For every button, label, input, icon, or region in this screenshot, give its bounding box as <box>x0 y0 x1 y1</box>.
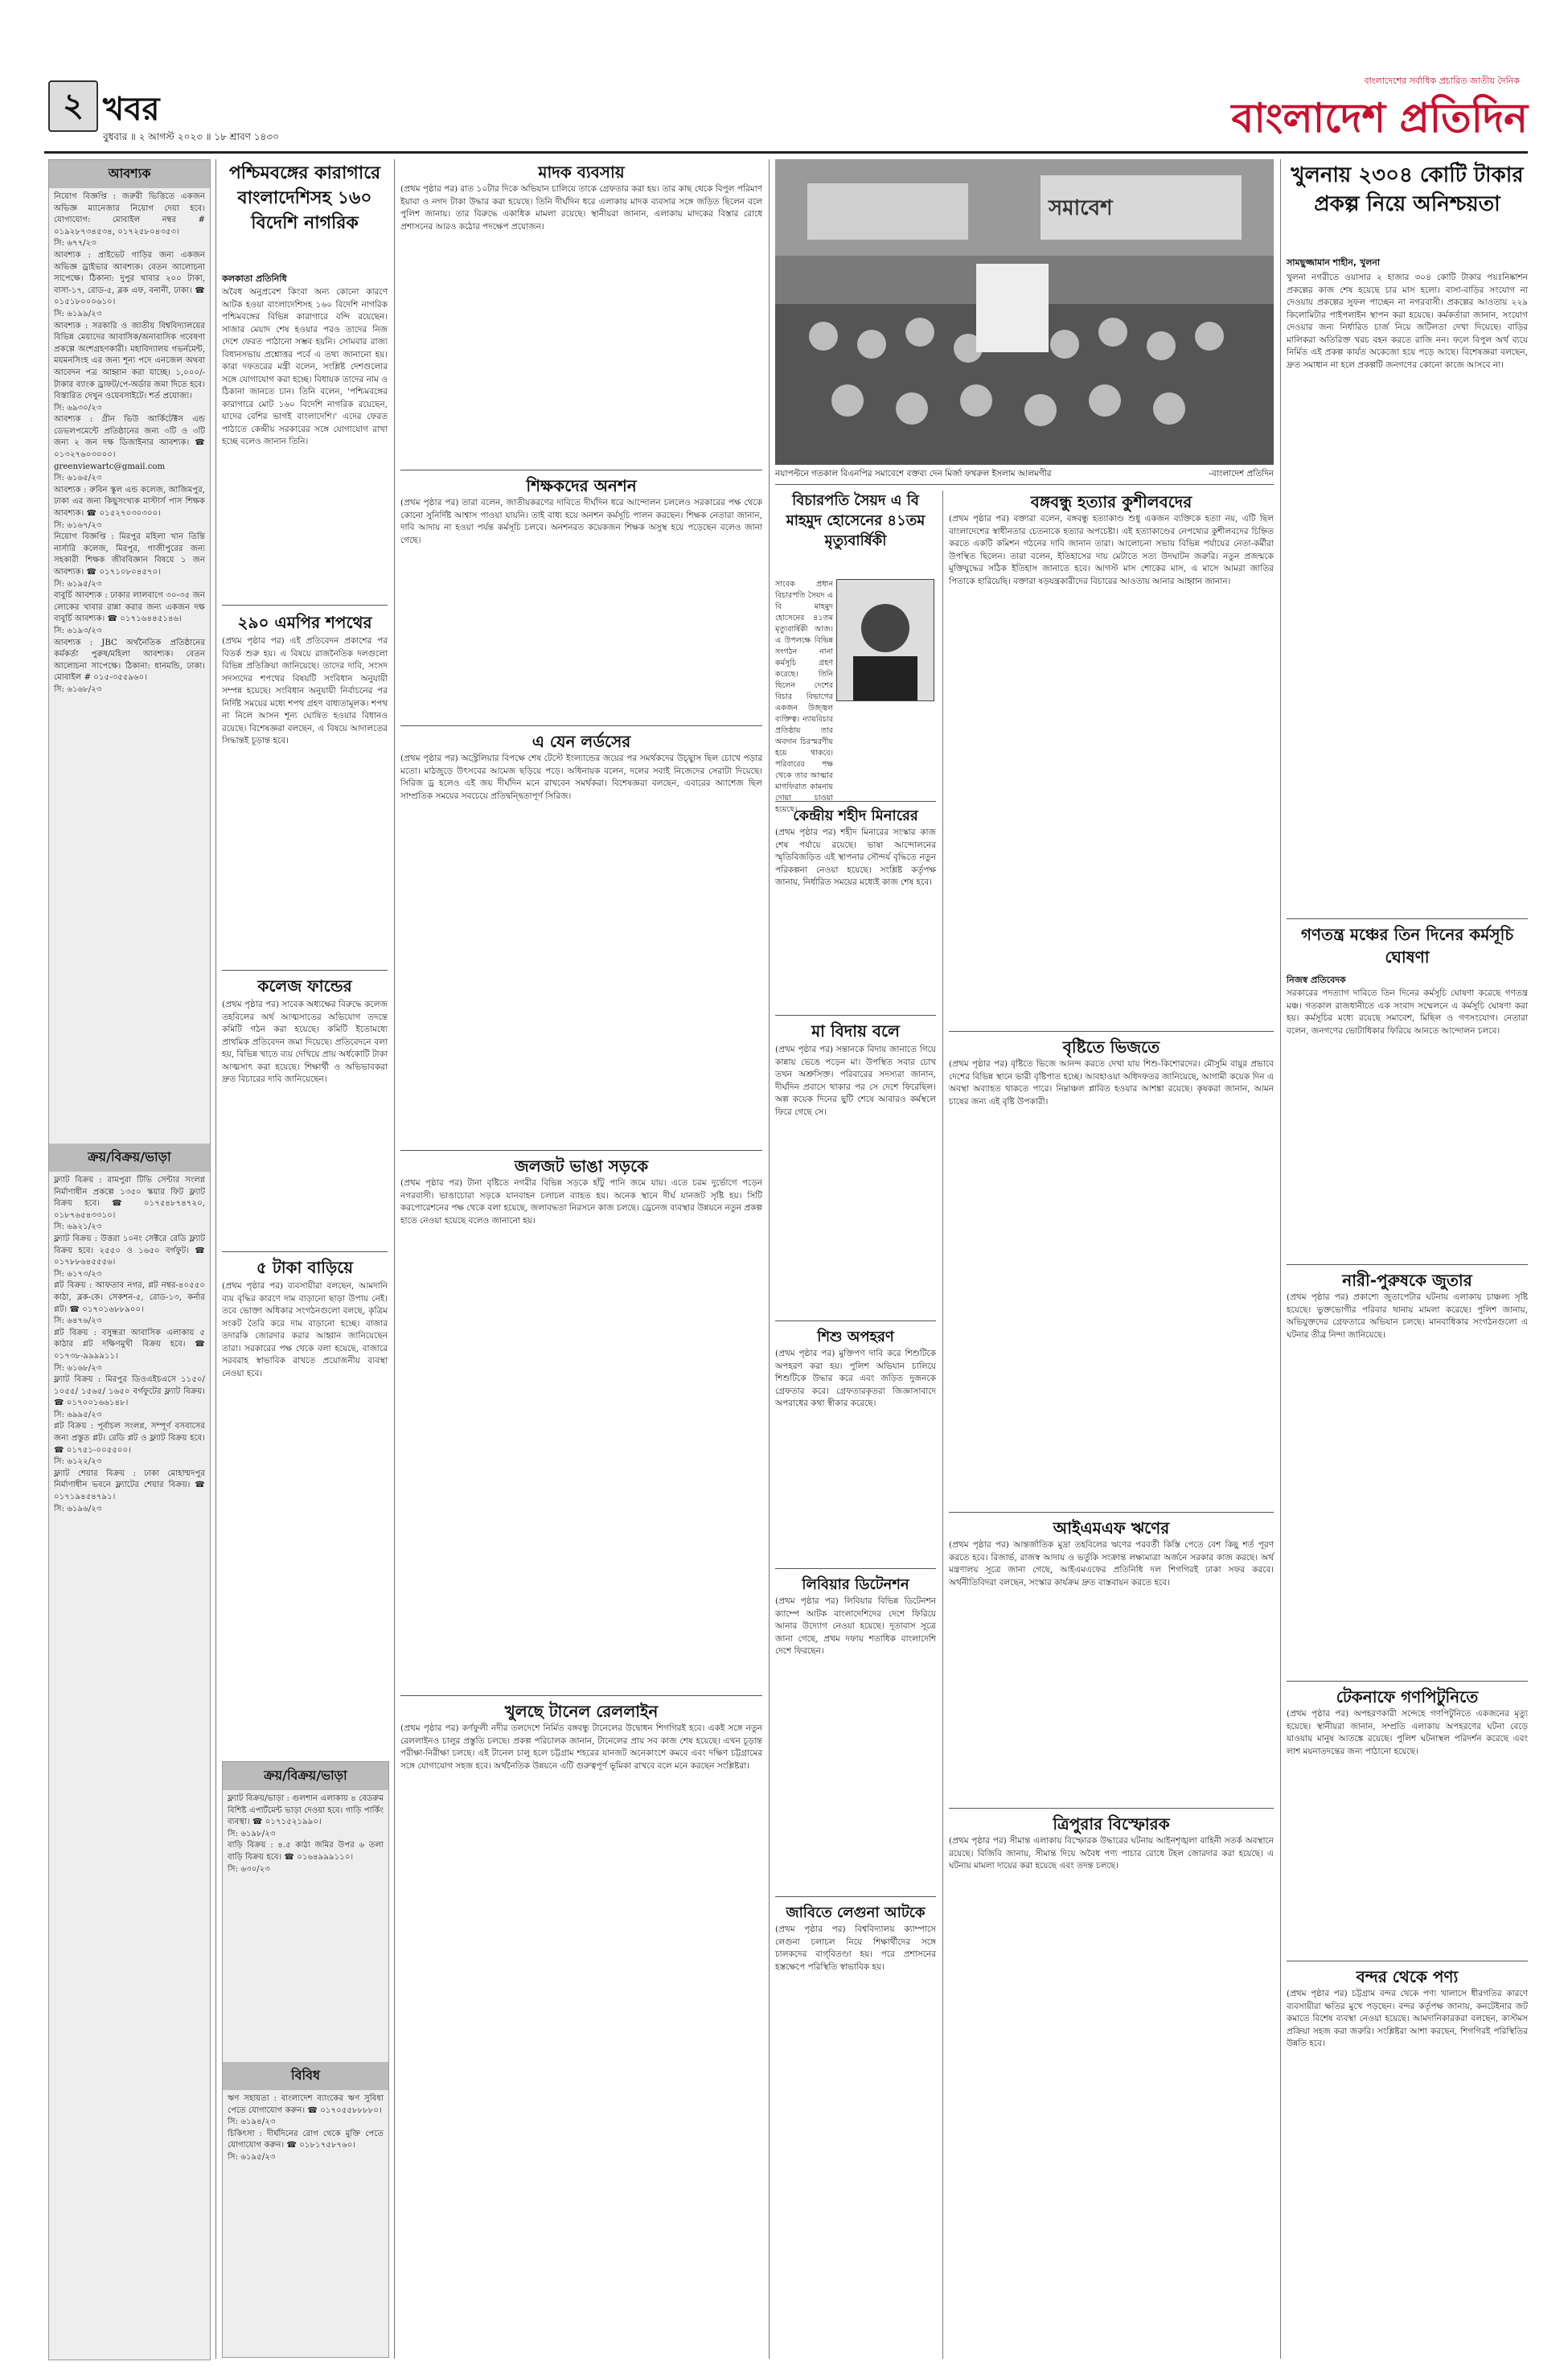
page-number: ২ <box>62 87 84 124</box>
byline-gonotontro: নিজস্ব প্রতিবেদক <box>1287 975 1346 985</box>
photo-credit: -বাংলাদেশ প্রতিদিন <box>1209 469 1274 478</box>
classifieds-column-2 <box>222 1761 389 2358</box>
byline-khulna: সামছুজ্জামান শাহীন, খুলনা <box>1287 257 1381 268</box>
headline-khulna: খুলনায় ২৩০৪ কোটি টাকার প্রকল্প নিয়ে অনিশ্চয়তা <box>1291 163 1524 216</box>
body-imf: (প্রথম পৃষ্ঠার পর) আন্তর্জাতিক মুদ্রা তহবিলের ঋণের পরবর্তী কিস্তি পেতে বেশ কিছু শর্ত পূরণ করতে হবে। রিজার্ভ, রাজস্ব আদায় ও ভর্তুকি সংক্রান্ত লক্ষ্যমাত্রা অর্জনে সরকার কাজ করছে। অর্থ মন্ত্রণালয় সূত্রে জানা গেছে, আইএমএফের প্রতিনিধি দল শিগগিরই ঢাকা সফর করবে। অর্থনীতিবিদরা বলছেন, সংস্কার কার্যক্রম দ্রুত বাস্তবায়ন করতে হবে। <box>949 1540 1277 1587</box>
body-tunnel: (প্রথম পৃষ্ঠার পর) কর্ণফুলী নদীর তলদেশে নির্মিত বঙ্গবন্ধু টানেলের উদ্বোধন শিগগিরই হবে। একই সঙ্গে নতুন রেললাইনও চালুর প্রস্তুতি চলছে। প্রকল্প পরিচালক জানান, টানেলের প্রায় সব কাজ শেষ হয়েছে। এখন চূড়ান্ত পরীক্ষা-নিরীক্ষা চলছে। এই টানেল চালু হলে চট্টগ্রাম শহরের যানজট অনেকাংশে কমবে এবং দক্ষিণ চট্টগ্রামের সঙ্গে যোগাযোগ সহজ হবে। অর্থনৈতিক উন্নয়নে এটি গুরুত্বপূর্ণ ভূমিকা রাখবে বলে মনে করছেন সংশ্লিষ্টরা। <box>400 1723 766 1771</box>
body-drug: (প্রথম পৃষ্ঠার পর) রাত ১০টার দিকে অভিযান চালিয়ে তাকে গ্রেফতার করা হয়। তার কাছ থেকে বিপুল পরিমাণ ইয়াবা ও নগদ টাকা উদ্ধার করা হয়েছে। তিনি দীর্ঘদিন ধরে এলাকায় মাদক ব্যবসার সঙ্গে জড়িত ছিলেন বলে পুলিশ জানায়। তার বিরুদ্ধে একাধিক মামলা রয়েছে। স্থানীয়রা জানান, এলাকায় মাদকের বিস্তার রোধে প্রশাসনের আরও কঠোর পদক্ষেপ প্রয়োজন। <box>400 184 766 232</box>
body-women-shoes: (প্রথম পৃষ্ঠার পর) প্রকাশ্যে জুতাপেটার ঘটনায় এলাকায় চাঞ্চল্য সৃষ্টি হয়েছে। ভুক্তভোগীর পরিবার থানায় মামলা করেছে। পুলিশ জানায়, অভিযুক্তদের গ্রেফতারে অভিযান চলছে। মানবাধিকার সংগঠনগুলো এ ঘটনার তীব্র নিন্দা জানিয়েছে। <box>1287 1292 1531 1340</box>
headline-gonotontro: গণতন্ত্র মঞ্চের তিন দিনের কর্মসূচি ঘোষণা <box>1300 925 1514 967</box>
header-date: বুধবার ॥ ২ আগস্ট ২০২৩ ॥ ১৮ শ্রাবণ ১৪৩০ <box>103 131 279 142</box>
classified-heading-buysell: ক্রয়/বিক্রয়/ভাড়া <box>49 1144 210 1172</box>
body-tripura: (প্রথম পৃষ্ঠার পর) সীমান্ত এলাকায় বিস্ফোরক উদ্ধারের ঘটনায় আইনশৃঙ্খলা বাহিনী সতর্ক অবস্থানে রয়েছে। বিজিবি জানায়, সীমান্ত দিয়ে অবৈধ পণ্য পাচার রোধে টহল জোরদার করা হয়েছে। এ ঘটনায় মামলা দায়ের করা হয়েছে এবং তদন্ত চলছে। <box>949 1836 1277 1871</box>
body-waterlog: (প্রথম পৃষ্ঠার পর) টানা বৃষ্টিতে নগরীর বিভিন্ন সড়কে হাঁটু পানি জমে যায়। এতে চরম দুর্ভোগে পড়েন নগরবাসী। ভাঙাচোরা সড়কে যানবাহন চলাচল ব্যাহত হয়। অনেক স্থানে দীর্ঘ যানজট সৃষ্টি হয়। সিটি করপোরেশনের পক্ষ থেকে বলা হয়েছে, জলাবদ্ধতা নিরসনে কাজ চলছে। ড্রেনেজ ব্যবস্থার উন্নয়নে নতুন প্রকল্প হাতে নেওয়া হয়েছে বলেও জানানো হয়। <box>400 1178 766 1226</box>
photo-caption <box>775 468 1274 482</box>
headline-waterlog: জলজট ভাঙা সড়কে <box>514 1156 649 1176</box>
body-farewell: (প্রথম পৃষ্ঠার পর) সন্তানকে বিদায় জানাতে গিয়ে কান্নায় ভেঙে পড়েন মা। উপস্থিত সবার চোখ তখন অশ্রুসিক্ত। পরিবারের সদস্যরা জানান, দীর্ঘদিন প্রবাসে থাকার পর সে দেশে ফিরেছিল। অল্প কয়েক দিনের ছুটি শেষে আবারও কর্মস্থলে ফিরে গেছে সে। <box>775 1045 939 1117</box>
body-minar: (প্রথম পৃষ্ঠার পর) শহীদ মিনারের সংস্কার কাজ শেষ পর্যায়ে রয়েছে। ভাষা আন্দোলনের স্মৃতিবিজড়িত এই স্থাপনার সৌন্দর্য বৃদ্ধিতে নতুন পরিকল্পনা নেওয়া হয়েছে। সংশ্লিষ্ট কর্তৃপক্ষ জানায়, নির্ধারিত সময়ের মধ্যেই কাজ শেষ হবে। <box>775 828 939 887</box>
body-lords: (প্রথম পৃষ্ঠার পর) অস্ট্রেলিয়ার বিপক্ষে শেষ টেস্টে ইংল্যান্ডের জয়ের পর সমর্থকদের উচ্ছ্বাস ছিল চোখে পড়ার মতো। মাঠজুড়ে উৎসবের আমেজ ছড়িয়ে পড়ে। অধিনায়ক বলেন, দলের সবাই নিজেদের সেরাটা দিয়েছে। সিরিজ ড্র হলেও এই জয় দীর্ঘদিন মনে রাখবেন সমর্থকরা। বিশেষজ্ঞরা বলছেন, এবারের অ্যাশেজ ছিল সাম্প্রতিক সময়ের সবচেয়ে প্রতিদ্বন্দ্বিতাপূর্ণ সিরিজ। <box>400 754 766 801</box>
headline-college-fund: কলেজ ফান্ডের <box>257 976 352 996</box>
classified-heading-buysell-2: ক্রয়/বিক্রয়/ভাড়া <box>223 1762 388 1790</box>
headline-drug: মাদক ব্যবসায় <box>538 162 625 182</box>
justice-portrait <box>836 579 934 701</box>
classified-heading-misc: বিবিধ <box>223 2062 388 2090</box>
headline-justice: বিচারপতি সৈয়দ এ বি মাহমুদ হোসেনের ৪১তম মৃত্যুবার্ষিকী <box>786 492 926 549</box>
headline-mp-oath: ২৯০ এমপির শপথের <box>237 613 372 632</box>
classified-buysell2-text: ফ্ল্যাট বিক্রয়/ভাড়া : গুলশান এলাকায় ৪ বেডরুম বিশিষ্ট এপার্টমেন্ট ভাড়া দেওয়া হবে। গাড়ি পার্কিং ব্যবস্থা। ☎ ০১৭১৫২১৯৯০। সি: ৬১৯৮/২৩ বাড়ি বিক্রয় : ৪.৫ কাঠা জমির উপর ৬ তলা বাড়ি বিক্রয় হবে। ☎ ০১৬৪৯৯৯১১০। সি: ৬৩০/২৩ <box>228 1794 384 1874</box>
body-wb-jail: অবৈধ অনুপ্রবেশ কিংবা অন্য কোনো কারণে আটক হওয়া বাংলাদেশিসহ ১৬০ বিদেশি নাগরিক পশ্চিমবঙ্গের বিভিন্ন কারাগারে বন্দি রয়েছেন। সাজার মেয়াদ শেষ হওয়ার পরও তাদের নিজ দেশে ফেরত পাঠানো সম্ভব হয়নি। সোমবার রাজ্য বিধানসভায় প্রশ্নোত্তর পর্বে এ তথ্য জানানো হয়। কারা দফতরের মন্ত্রী বলেন, সংশ্লিষ্ট দেশগুলোর সঙ্গে যোগাযোগ করা হচ্ছে। বিধায়ক তাদের নাম ও ঠিকানা জানতে চান। তিনি বলেন, 'পশ্চিমবঙ্গের কারাগারে মোট ১৬০ বিদেশি নাগরিক রয়েছেন, যাদের বেশির ভাগই বাংলাদেশি।' এদের ফেরত পাঠাতে কেন্দ্রীয় সরকারের সঙ্গে যোগাযোগ রাখা হচ্ছে বলেও জানান তিনি। <box>222 287 391 446</box>
body-bangabandhu: (প্রথম পৃষ্ঠার পর) বক্তারা বলেন, বঙ্গবন্ধু হত্যাকাণ্ড শুধু একজন ব্যক্তিকে হত্যা নয়, এটি ছিল বাংলাদেশের স্বাধীনতার চেতনাকে হত্যার অপচেষ্টা। এই হত্যাকাণ্ডের নেপথ্যের কুশীলবদের চিহ্নিত করতে একটি কমিশন গঠনের দাবি জানান তারা। আলোচনা সভায় বিভিন্ন পর্যায়ের নেতা-কর্মীরা উপস্থিত ছিলেন। তারা বলেন, ইতিহাসের দায় মেটাতে সত্য উদঘাটন জরুরি। নতুন প্রজন্মকে মুক্তিযুদ্ধের সঠিক ইতিহাস জানাতে হবে। আগস্ট মাস শোকের মাস, এ মাসে আমরা জাতির পিতাকে হারিয়েছি। বক্তারা ষড়যন্ত্রকারীদের বিচারের আওতায় আনার আহ্বান জানান। <box>949 514 1277 586</box>
headline-bangabandhu: বঙ্গবন্ধু হত্যার কুশীলবদের <box>1030 492 1192 511</box>
masthead-logo: বাংলাদেশ প্রতিদিন <box>1231 95 1528 142</box>
headline-teknaf: টেকনাফে গণপিটুনিতে <box>1336 1687 1479 1707</box>
rally-photo <box>775 159 1274 465</box>
headline-tripura: ত্রিপুরার বিস্ফোরক <box>1053 1814 1170 1834</box>
byline-wb-jail: কলকাতা প্রতিনিধি <box>222 273 287 284</box>
headline-imf: আইএমএফ ঋণের <box>1053 1518 1170 1538</box>
body-justice: সাবেক প্রধান বিচারপতি সৈয়দ এ বি মাহমুদ হোসেনের ৪১তম মৃত্যুবার্ষিকী আজ। এ উপলক্ষে বিভিন্ন সংগঠন নানা কর্মসূচি গ্রহণ করেছে। তিনি ছিলেন দেশের বিচার বিভাগের একজন উজ্জ্বল ব্যক্তিত্ব। ন্যায়বিচার প্রতিষ্ঠায় তার অবদান চিরস্মরণীয় হয়ে থাকবে। পরিবারের পক্ষ থেকে তার আত্মার মাগফিরাত কামনায় দোয়া চাওয়া হয়েছে। <box>775 580 836 814</box>
headline-tunnel: খুলছে টানেল রেললাইন <box>504 1702 659 1721</box>
headline-farewell: মা বিদায় বলে <box>811 1021 900 1041</box>
body-lengra: (প্রথম পৃষ্ঠার পর) বিশ্ববিদ্যালয় ক্যাম্পাসে লেগুনা চলাচল নিয়ে শিক্ষার্থীদের সঙ্গে চালকদের বাগ্‌বিতণ্ডা হয়। পরে প্রশাসনের হস্তক্ষেপে পরিস্থিতি স্বাভাবিক হয়। <box>775 1924 939 1972</box>
classified-misc-text: ঋণ সহায়তা : বাংলাদেশ ব্যাংকের ঋণ সুবিধা পেতে যোগাযোগ করুন। ☎ ০১৭০৫৫৮৮৮৮০। সি: ৬১৯৪/২৩ চিকিৎসা : দীর্ঘদিনের রোগ থেকে মুক্তি পেতে যোগাযোগ করুন। ☎ ০১৮১৭৫৮৭৬০। সি: ৬১৯৫/২৩ <box>228 2094 384 2162</box>
headline-wb-jail: পশ্চিমবঙ্গের কারাগারে বাংলাদেশিসহ ১৬০ বিদেশি নাগরিক <box>228 163 381 233</box>
body-college-fund: (প্রথম পৃষ্ঠার পর) সাবেক অধ্যক্ষের বিরুদ্ধে কলেজ তহবিলের অর্থ আত্মসাতের অভিযোগ তদন্তে কমিটি গঠন করা হয়েছে। কমিটি ইতোমধ্যে প্রাথমিক প্রতিবেদন জমা দিয়েছে। প্রতিবেদনে বলা হয়, বিভিন্ন খাতে ব্যয় দেখিয়ে প্রায় অর্ধকোটি টাকা আত্মসাৎ করা হয়েছে। শিক্ষার্থী ও অভিভাবকরা দ্রুত বিচারের দাবি জানিয়েছেন। <box>222 1000 391 1084</box>
headline-port: বন্দর থেকে পণ্য <box>1356 1967 1459 1986</box>
headline-lengra: জাবিতে লেগুনা আটকে <box>786 1904 926 1921</box>
headline-libya: লিবিয়ার ডিটেনশন <box>802 1576 909 1593</box>
body-teknaf: (প্রথম পৃষ্ঠার পর) অপহরণকারী সন্দেহে গণপিটুনিতে একজনের মৃত্যু হয়েছে। স্থানীয়রা জানান, সম্প্রতি এলাকায় অপহরণের ঘটনা বেড়ে যাওয়ায় মানুষ আতঙ্কে রয়েছে। পুলিশ ঘটনাস্থল পরিদর্শন করেছে এবং লাশ ময়নাতদন্তের জন্য পাঠানো হয়েছে। <box>1287 1709 1531 1756</box>
headline-lords: এ যেন লর্ডসের <box>532 732 631 751</box>
rally-photo-graphic <box>775 159 1274 465</box>
body-five-taka: (প্রথম পৃষ্ঠার পর) ব্যবসায়ীরা বলছেন, আমদানি ব্যয় বৃদ্ধির কারণে দাম বাড়ানো ছাড়া উপায় নেই। তবে ভোক্তা অধিকার সংগঠনগুলো বলছে, কৃত্রিম সংকট তৈরি করে দাম বাড়ানো হচ্ছে। বাজার তদারকি জোরদার করার আহ্বান জানিয়েছেন তারা। সরকারের পক্ষ থেকে বলা হয়েছে, বাজারে সরবরাহ স্বাভাবিক রাখতে প্রয়োজনীয় ব্যবস্থা নেওয়া হবে। <box>222 1281 391 1378</box>
classifieds-column <box>48 159 211 2360</box>
photo-banner-text: সমাবেশ <box>1049 196 1113 220</box>
classified-needed-text: নিয়োগ বিজ্ঞপ্তি : জরুরী ভিত্তিতে একজন অভিজ্ঞ ম্যানেজার নিয়োগ দেয়া হবে। যোগাযোগ: মোবাইল নম্বর # ০১৯২৮৭৩৪৫৩৪, ০১৭২৫৮০৪৩৫৩। সি: ৬৭৭/২৩ আবশ্যক : প্রাইভেট গাড়ির জন্য একজন অভিজ্ঞ ড্রাইভার আবশ্যক। বেতন আলোচনা সাপেক্ষে। ঠিকানা: দুপুর খাবার ২০০ টাকা, বাসা-১৭, রোড-৫, ব্লক এফ, বনানী, ঢাকা। ☎ ০১৫১৮০০০৬১০। সি: ৬১৯৯/২৩ আবশ্যক : সরকারি ও জাতীয় বিশ্ববিদ্যালয়ের বিভিন্ন মেয়াদের আবাসিক/অনাবাসিক গবেষণা প্রকল্পে অংশগ্রহণকারী। মহাবিদ্যালয় গভর্নমেন্ট, ময়মনসিংহ এর জন্য শূন্য পদে এনজেল অথবা আবেদন পত্র আহ্বান করা যাচ্ছে। ১,০০০/- টাকার ব্যাংক ড্রাফট/পে-অর্ডার জমা দিতে হবে। বিস্তারিত দেখুন ওয়েবসাইটে। শর্ত প্রযোজ্য। সি: ৬৯৩০/২৩ আবশ্যক : গ্রীন ভিউ আর্কিটেক্টস এন্ড ডেভলপমেন্টে প্রতিষ্ঠানের জন্য ৩টি ও ৩টি জন্য ২ জন দক্ষ ডিজাইনার আবশ্যক। ☎ ০১৩২৭৬০৩০০০। greenviewartc@gmail.com সি: ৬১৬৫/২৩ আবশ্যক : রুবিন স্কুল এন্ড কলেজ, আজিমপুর, ঢাকা এর জন্য কিছুসংখ্যক মাস্টার্স পাস শিক্ষক আবশ্যক। ☎ ০১৫২৭০৩০৩০০। সি: ৬১৬৭/২৩ নিয়োগ বিজ্ঞপ্তি : মিরপুর মহিলা খান তিন্তি নার্সারি কলেজ, মিরপুর, গাজীপুরের জন্য সহকারী শিক্ষক জীববিজ্ঞান বিষয়ে ১ জন আবশ্যক। ☎ ০১৭১০৮০৪৫৭০। সি: ৬১৯৫/২৩ বাবুর্চি আবশ্যক : ঢাকার লালবাগে ৩০-৩৫ জন লোকের খাবার রান্না করার জন্য একজন দক্ষ বাবুর্চি আবশ্যক। ☎ ০১৭১৬৪৪৫১৪৬। সি: ৬১৯৩/২৩ আবশ্যক : JBC অর্থনৈতিক প্রতিষ্ঠানের কর্মকর্তা পুরুষ/মহিলা আবশ্যক। বেতন আলোচনা সাপেক্ষে। ঠিকানা: ধানমন্ডি, ঢাকা। মোবাইল # ০১৫-৩৫৫৯৬০। সি: ৬১৬৮/২৩ <box>54 192 205 694</box>
body-libya: (প্রথম পৃষ্ঠার পর) লিবিয়ার বিভিন্ন ডিটেনশন ক্যাম্পে আটক বাংলাদেশিদের দেশে ফিরিয়ে আনার উদ্যোগ নেওয়া হয়েছে। দূতাবাস সূত্রে জানা গেছে, প্রথম দফায় শতাধিক বাংলাদেশি দেশে ফিরছেন। <box>775 1596 939 1656</box>
headline-rain: বৃষ্টিতে ভিজতে <box>1062 1037 1160 1057</box>
headline-women-shoes: নারী-পুরুষকে জুতার <box>1342 1271 1472 1290</box>
masthead-tagline: বাংলাদেশের সর্বাধিক প্রচারিত জাতীয় দৈনিক <box>1364 76 1520 86</box>
headline-child: শিশু অপহরণ <box>817 1329 894 1345</box>
classified-buysell-text: ফ্ল্যাট বিক্রয় : রামপুরা টিভি সেন্টার সংলগ্ন নির্মাণাধীন প্রকল্পে ১৩৫০ স্কয়ার ফিট ফ্ল্যাট বিক্রয় হবে। ☎ ০১৭৫৪৮৭৪৭২০, ০১৮৭৬৫৪৩৩১০। সি: ৬৯২১/২৩ ফ্ল্যাট বিক্রয় : উত্তরা ১০নং সেক্টরে রেডি ফ্ল্যাট বিক্রয় হবে। ২৫৫০ ও ১৬৫০ বর্গফুট। ☎ ০১৭৮৮৬৪৫৫৫৬। সি: ৬১৭৩/২৩ প্লট বিক্রয় : আফতাব নগর, প্লট নম্বর-৪০৫৫০ কাঠা, ব্লক-কে। সেকশন-৫, রোড-১৩, কর্নার প্লট। ☎ ০১৭০১৬৮৮৯০০। সি: ৬৪৭৬/২৩ প্লট বিক্রয় : বসুন্ধরা আবাসিক এলাকায় ৫ কাঠার প্লট দক্ষিণমুখী বিক্রয় হবে। ☎ ০১৭৩৮-৯৯৯৯১১। সি: ৬১৬৮/২৩ ফ্ল্যাট বিক্রয় : মিরপুর ডিওএইচএসে ১১৫০/ ১০৫৫/ ১৫৬৫/ ১৬৫০ বর্গফুটের ফ্ল্যাট বিক্রয়। ☎ ০১৭০০১৬৬১৪৮। সি: ৬৯৯৫/২৩ প্লট বিক্রয় : পূর্বাচল সংলগ্ন, সম্পূর্ণ বসবাসের জন্য প্রস্তুত প্লট। রেডি প্লট ও ফ্ল্যাট বিক্রয় হবে। ☎ ০১৭৫১-০০৫৫০০। সি: ৬১২২/২৩ ফ্ল্যাট শেয়ার বিক্রয় : ঢাকা মোহাম্মদপুর নির্মাণাধীন ভবনে ফ্ল্যাটের শেয়ার বিক্রয়। ☎ ০১৭১৯৪৫৪৭৯১। সি: ৬১৯৬/২৩ <box>54 1176 205 1514</box>
body-child: (প্রথম পৃষ্ঠার পর) মুক্তিপণ দাবি করে শিশুটিকে অপহরণ করা হয়। পুলিশ অভিযান চালিয়ে শিশুটিকে উদ্ধার করে এবং জড়িত দুজনকে গ্রেফতার করে। গ্রেফতারকৃতরা জিজ্ঞাসাবাদে অপরাধের কথা স্বীকার করেছে। <box>775 1349 939 1408</box>
body-khulna: খুলনা নগরীতে ওয়াসার ২ হাজার ৩০৪ কোটি টাকার পয়ঃনিষ্কাশন প্রকল্পের কাজ শেষ হয়েছে চার মাস হলো। বাসা-বাড়ির সংযোগ না দেওয়ায় প্রকল্পের সুফল পাচ্ছেন না নগরবাসী। প্রকল্পের আওতায় ২২৯ কিলোমিটার পাইপলাইন স্থাপন করা হয়েছে। কর্মকর্তারা জানান, সংযোগ দেওয়ার জন্য নির্ধারিত চার্জ নিয়ে জটিলতা দেখা দিয়েছে। বাড়ির মালিকরা অতিরিক্ত খরচ বহন করতে রাজি নন। ফলে বিপুল অর্থ ব্যয়ে নির্মিত এই প্রকল্প কার্যত অকেজো হয়ে পড়ে আছে। বিশেষজ্ঞরা বলছেন, দ্রুত সমাধান না হলে প্রকল্পটি জনগণের কোনো কাজে আসবে না। <box>1287 273 1531 370</box>
headline-teachers: শিক্ষকদের অনশন <box>526 476 637 495</box>
body-teachers: (প্রথম পৃষ্ঠার পর) তারা বলেন, জাতীয়করণের দাবিতে দীর্ঘদিন ধরে আন্দোলন চললেও সরকারের পক্ষ থেকে কোনো সুনির্দিষ্ট আশ্বাস পাওয়া যায়নি। তাই বাধ্য হয়ে অনশন কর্মসূচি পালন করছেন। শিক্ষক নেতারা জানান, দাবি আদায় না হওয়া পর্যন্ত কর্মসূচি চলবে। অনশনরত কয়েকজন শিক্ষক অসুস্থ হয়ে পড়েছেন বলেও জানা গেছে। <box>400 498 766 545</box>
classified-heading-needed: আবশ্যক <box>49 160 210 188</box>
portrait-graphic <box>837 580 934 700</box>
section-label: খবর <box>103 91 160 128</box>
photo-caption-text: নয়াপল্টনে গতকাল বিএনপির সমাবেশে বক্তব্য দেন মির্জা ফখরুল ইসলাম আলমগীর <box>775 469 1052 478</box>
page-number-box <box>48 80 98 132</box>
body-mp-oath: (প্রথম পৃষ্ঠার পর) এই প্রতিবেদন প্রকাশের পর বিতর্ক শুরু হয়। এ বিষয়ে রাজনৈতিক দলগুলো বিভিন্ন প্রতিক্রিয়া জানিয়েছে। তাদের দাবি, সংসদ সদস্যদের শপথের বিষয়টি সংবিধান অনুযায়ী সম্পন্ন হয়েছে। সংবিধান অনুযায়ী নির্বাচনের পর নির্দিষ্ট সময়ের মধ্যে শপথ গ্রহণ বাধ্যতামূলক। শপথ না নিলে আসন শূন্য ঘোষিত হওয়ার বিধানও রয়েছে। বিশেষজ্ঞরা বলছেন, এ বিষয়ে আদালতের সিদ্ধান্তই চূড়ান্ত হবে। <box>222 636 391 745</box>
headline-minar: কেন্দ্রীয় শহীদ মিনারের <box>793 807 918 824</box>
headline-five-taka: ৫ টাকা বাড়িয়ে <box>256 1258 354 1277</box>
body-gonotontro: সরকারের পদত্যাগ দাবিতে তিন দিনের কর্মসূচি ঘোষণা করেছে গণতন্ত্র মঞ্চ। গতকাল রাজধানীতে এক সংবাদ সম্মেলনে এ কর্মসূচি ঘোষণা করা হয়। কর্মসূচির মধ্যে রয়েছে সমাবেশ, মিছিল ও গণসংযোগ। নেতারা বলেন, জনগণের ভোটাধিকার ফিরিয়ে আনতে আন্দোলন চলবে। <box>1287 988 1531 1036</box>
body-rain: (প্রথম পৃষ্ঠার পর) বৃষ্টিতে ভিজে আনন্দ করতে দেখা যায় শিশু-কিশোরদের। মৌসুমি বায়ুর প্রভাবে দেশের বিভিন্ন স্থানে ভারী বৃষ্টিপাত হচ্ছে। আবহাওয়া অধিদফতর জানিয়েছে, আগামী কয়েক দিন এ অবস্থা অব্যাহত থাকতে পারে। নিম্নাঞ্চল প্লাবিত হওয়ার আশঙ্কা রয়েছে। কৃষকরা জানান, আমন চাষের জন্য এই বৃষ্টি উপকারী। <box>949 1059 1277 1107</box>
body-port: (প্রথম পৃষ্ঠার পর) চট্টগ্রাম বন্দর থেকে পণ্য খালাসে ধীরগতির কারণে ব্যবসায়ীরা ক্ষতির মুখে পড়ছেন। বন্দর কর্তৃপক্ষ জানায়, কনটেইনার জট কমাতে বিশেষ ব্যবস্থা নেওয়া হয়েছে। আমদানিকারকরা বলছেন, কাস্টমস প্রক্রিয়া সহজ করা জরুরি। সংশ্লিষ্টরা আশা করছেন, শিগগিরই পরিস্থিতির উন্নতি হবে। <box>1287 1989 1531 2048</box>
